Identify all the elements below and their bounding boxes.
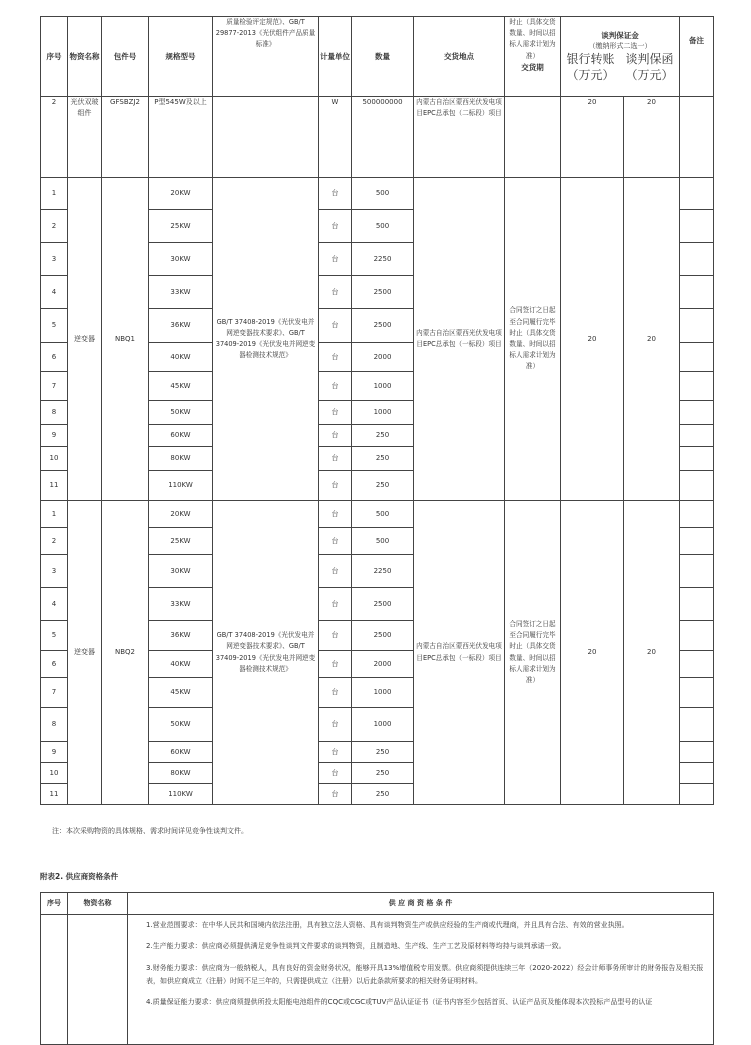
qual-body-row — [41, 915, 714, 1045]
group-delivery-time: 合同签订之日起至合同履行完毕时止（具体交货数量、时间以招标人需求计划为准） — [505, 501, 561, 805]
row-quantity: 2500 — [352, 588, 414, 621]
pv-delivery — [505, 97, 561, 178]
row-unit: 台 — [319, 678, 352, 708]
qual-item: 2.生产能力要求：供应商必须提供满足竞争性谈判文件要求的谈判物资，且制造地、生产线、生产工艺及原材料等均持与谈判承诺一致。 — [146, 942, 566, 951]
group-package: NBQ2 — [102, 501, 149, 805]
row-quantity: 2000 — [352, 651, 414, 678]
pv-guarantee: 20 — [624, 97, 680, 178]
pv-row — [41, 97, 714, 178]
row-remark — [680, 742, 714, 763]
header-delivery-time — [505, 17, 561, 97]
qual-item: 1.营业范围要求：在中华人民共和国境内依法注册，具有独立法人资格、具有谈判物资生产或供应经验的生产商或代理商，并且具有合法、有效的营业执照。 — [146, 921, 629, 929]
row-seq: 8 — [41, 708, 68, 742]
row-remark — [680, 178, 714, 210]
row-unit: 台 — [319, 276, 352, 309]
group-delivery-time: 合同签订之日起至合同履行完毕时止（具体交货数量、时间以招标人需求计划为准） — [505, 178, 561, 501]
group-deposit-bank: 20 — [561, 178, 624, 501]
qual-header-row — [41, 893, 714, 915]
row-spec: 33KW — [149, 588, 213, 621]
pv-package: GFSBZJ2 — [102, 97, 149, 178]
header-tech-std-fragment: 质量检验评定规范》、GB/T 29877-2013《光伏组件产品质量标准》 — [213, 17, 319, 97]
pv-name: 光伏双玻组件 — [68, 97, 102, 178]
pv-bank: 20 — [561, 97, 624, 178]
row-spec: 50KW — [149, 708, 213, 742]
row-seq: 2 — [41, 210, 68, 243]
row-seq: 4 — [41, 588, 68, 621]
row-quantity: 2000 — [352, 343, 414, 372]
row-spec: 60KW — [149, 425, 213, 447]
table-row — [41, 501, 714, 528]
row-unit: 台 — [319, 501, 352, 528]
row-seq: 10 — [41, 763, 68, 784]
row-spec: 60KW — [149, 742, 213, 763]
row-unit: 台 — [319, 742, 352, 763]
row-spec: 45KW — [149, 678, 213, 708]
row-quantity: 500 — [352, 501, 414, 528]
row-remark — [680, 528, 714, 555]
row-remark — [680, 447, 714, 471]
row-spec: 40KW — [149, 651, 213, 678]
row-unit: 台 — [319, 447, 352, 471]
deposit-guarantee-label: 谈判保函（万元） — [625, 52, 674, 82]
row-seq: 3 — [41, 555, 68, 588]
row-seq: 5 — [41, 621, 68, 651]
group-package: NBQ1 — [102, 178, 149, 501]
row-seq: 6 — [41, 651, 68, 678]
qual-header-seq: 序号 — [41, 893, 68, 915]
group-tech-std: GB/T 37408-2019《光伏发电并网逆变器技术要求》、GB/T 37409-2019《光伏发电并网逆变器检测技术规范》 — [213, 178, 319, 501]
row-spec: 30KW — [149, 555, 213, 588]
row-quantity: 250 — [352, 447, 414, 471]
row-quantity: 500 — [352, 210, 414, 243]
deposit-forms — [561, 52, 679, 83]
group-delivery-place: 内蒙古自治区蒙西光伏发电项目EPC总承包（一标段）项目 — [414, 501, 505, 805]
row-unit: 台 — [319, 588, 352, 621]
row-remark — [680, 555, 714, 588]
group-material-name: 逆变器 — [68, 178, 102, 501]
row-spec: 33KW — [149, 276, 213, 309]
procurement-note: 注：本次采购物资的具体规格、需求时间详见竞争性谈判文件。 — [52, 827, 248, 835]
row-spec: 80KW — [149, 447, 213, 471]
appendix-title: 附表2. 供应商资格条件 — [40, 872, 119, 881]
header-unit: 计量单位 — [319, 17, 352, 97]
row-spec: 20KW — [149, 501, 213, 528]
header-package: 包件号 — [102, 17, 149, 97]
pv-spec: P型545W及以上 — [149, 97, 213, 178]
header-remark: 备注 — [680, 17, 714, 97]
row-seq: 2 — [41, 528, 68, 555]
group-delivery-place: 内蒙古自治区蒙西光伏发电项目EPC总承包（一标段）项目 — [414, 178, 505, 501]
pv-tech-std — [213, 97, 319, 178]
qualification-table — [40, 892, 714, 1045]
qual-seq — [41, 915, 68, 1045]
row-unit: 台 — [319, 372, 352, 401]
header-material-name: 物资名称 — [68, 17, 102, 97]
row-seq: 8 — [41, 401, 68, 425]
row-remark — [680, 343, 714, 372]
row-spec: 110KW — [149, 784, 213, 805]
row-unit: 台 — [319, 309, 352, 343]
row-seq: 6 — [41, 343, 68, 372]
header-quantity: 数量 — [352, 17, 414, 97]
group-material-name: 逆变器 — [68, 501, 102, 805]
row-unit: 台 — [319, 555, 352, 588]
header-row — [41, 17, 714, 97]
row-unit: 台 — [319, 425, 352, 447]
row-spec: 36KW — [149, 309, 213, 343]
row-quantity: 500 — [352, 528, 414, 555]
row-spec: 110KW — [149, 471, 213, 501]
qual-header-cond: 供 应 商 资 格 条 件 — [128, 893, 714, 915]
row-seq: 9 — [41, 742, 68, 763]
row-quantity: 2250 — [352, 243, 414, 276]
row-unit: 台 — [319, 178, 352, 210]
row-seq: 3 — [41, 243, 68, 276]
delivery-time-fragment: 时止（具体交货数量、时间以招标人需求计划为准） — [509, 18, 556, 60]
row-unit: 台 — [319, 528, 352, 555]
row-remark — [680, 588, 714, 621]
row-seq: 11 — [41, 784, 68, 805]
qual-header-name: 物资名称 — [68, 893, 128, 915]
row-remark — [680, 276, 714, 309]
row-unit: 台 — [319, 243, 352, 276]
group-tech-std: GB/T 37408-2019《光伏发电并网逆变器技术要求》、GB/T 37409-2019《光伏发电并网逆变器检测技术规范》 — [213, 501, 319, 805]
row-quantity: 2250 — [352, 555, 414, 588]
header-spec: 规格型号 — [149, 17, 213, 97]
pv-remark — [680, 97, 714, 178]
row-unit: 台 — [319, 210, 352, 243]
group-deposit-guarantee: 20 — [624, 178, 680, 501]
pv-unit: W — [319, 97, 352, 178]
row-spec: 25KW — [149, 528, 213, 555]
row-spec: 20KW — [149, 178, 213, 210]
qual-name — [68, 915, 128, 1045]
qual-item: 3.财务能力要求：供应商为一般纳税人，具有良好的资金财务状况，能够开具13%增值税专用发票。供应商须提供连续三年（2020-2022）经会计师事务所审计的财务报告及相关报表，如供应商成立（注册）时间不足三年的，只需提供成立（注册）以后此条款所要求的相关财务证明材料。 — [146, 963, 704, 985]
row-unit: 台 — [319, 471, 352, 501]
deposit-title: 谈判保证金 — [601, 30, 639, 40]
row-unit: 台 — [319, 401, 352, 425]
row-remark — [680, 471, 714, 501]
row-remark — [680, 372, 714, 401]
row-spec: 45KW — [149, 372, 213, 401]
group-deposit-bank: 20 — [561, 501, 624, 805]
header-deposit — [561, 17, 680, 97]
deposit-bank-label: 银行转账（万元） — [566, 52, 615, 82]
row-quantity: 250 — [352, 425, 414, 447]
deposit-subtitle: （缴纳形式二选一） — [588, 42, 652, 51]
row-remark — [680, 501, 714, 528]
row-remark — [680, 425, 714, 447]
row-seq: 1 — [41, 178, 68, 210]
row-quantity: 2500 — [352, 276, 414, 309]
header-delivery-place: 交货地点 — [414, 17, 505, 97]
row-unit: 台 — [319, 621, 352, 651]
row-spec: 25KW — [149, 210, 213, 243]
row-remark — [680, 678, 714, 708]
row-seq: 7 — [41, 372, 68, 401]
row-quantity: 250 — [352, 763, 414, 784]
row-remark — [680, 243, 714, 276]
row-unit: 台 — [319, 343, 352, 372]
qual-item: 4.质量保证能力要求：供应商须提供所投太阳能电池组件的CQC或CGC或TUV产品认证证书（证书内容至少包括首页、认证产品页及能体现本次投标产品型号的认证 — [146, 998, 653, 1007]
row-quantity: 500 — [352, 178, 414, 210]
row-quantity: 1000 — [352, 708, 414, 742]
row-seq: 7 — [41, 678, 68, 708]
row-quantity: 250 — [352, 784, 414, 805]
row-quantity: 2500 — [352, 309, 414, 343]
row-seq: 11 — [41, 471, 68, 501]
row-unit: 台 — [319, 651, 352, 678]
row-remark — [680, 309, 714, 343]
row-remark — [680, 621, 714, 651]
pv-place: 内蒙古自治区蒙西光伏发电项目EPC总承包（二标段）项目 — [414, 97, 505, 178]
group-deposit-guarantee: 20 — [624, 501, 680, 805]
row-quantity: 250 — [352, 471, 414, 501]
row-quantity: 1000 — [352, 678, 414, 708]
delivery-time-label: 交货期 — [521, 62, 544, 72]
row-unit: 台 — [319, 763, 352, 784]
row-seq: 1 — [41, 501, 68, 528]
row-unit: 台 — [319, 784, 352, 805]
row-remark — [680, 210, 714, 243]
procurement-table — [40, 16, 714, 805]
qual-conditions — [128, 915, 714, 1045]
row-unit: 台 — [319, 708, 352, 742]
row-spec: 40KW — [149, 343, 213, 372]
row-quantity: 2500 — [352, 621, 414, 651]
row-seq: 9 — [41, 425, 68, 447]
row-spec: 30KW — [149, 243, 213, 276]
row-spec: 50KW — [149, 401, 213, 425]
row-quantity: 1000 — [352, 372, 414, 401]
row-remark — [680, 651, 714, 678]
row-remark — [680, 401, 714, 425]
header-seq: 序号 — [41, 17, 68, 97]
row-quantity: 1000 — [352, 401, 414, 425]
row-quantity: 250 — [352, 742, 414, 763]
row-remark — [680, 708, 714, 742]
row-seq: 5 — [41, 309, 68, 343]
row-remark — [680, 763, 714, 784]
table-row — [41, 178, 714, 210]
row-seq: 4 — [41, 276, 68, 309]
pv-seq: 2 — [41, 97, 68, 178]
row-spec: 36KW — [149, 621, 213, 651]
row-seq: 10 — [41, 447, 68, 471]
row-spec: 80KW — [149, 763, 213, 784]
pv-quantity: 500000000 — [352, 97, 414, 178]
row-remark — [680, 784, 714, 805]
